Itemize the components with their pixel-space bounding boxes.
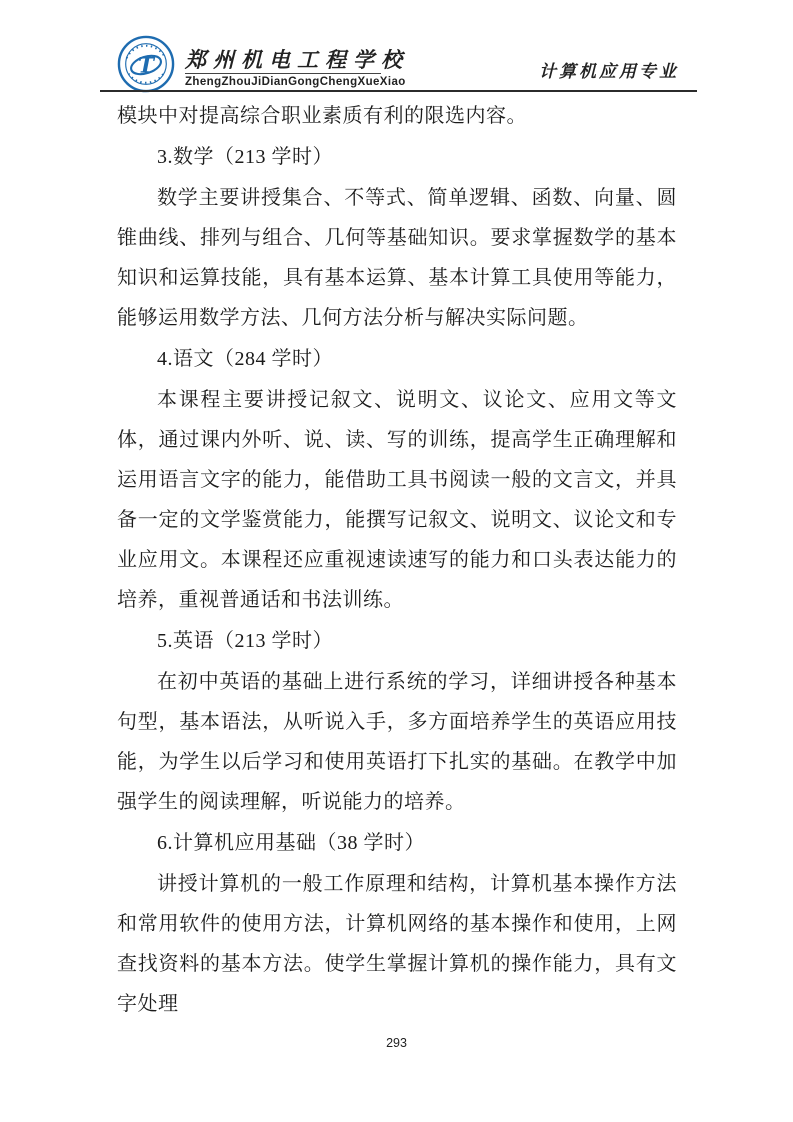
page-number: 293 — [386, 1036, 407, 1050]
paragraph: 模块中对提高综合职业素质有利的限选内容。 — [117, 105, 527, 127]
course-heading: 4.语文（284 学时） — [157, 348, 333, 370]
page-header — [100, 30, 697, 92]
header-divider — [100, 90, 697, 92]
school-emblem-icon — [117, 35, 175, 93]
paragraph: 在初中英语的基础上进行系统的学习，详细讲授各种基本句型，基本语法，从听说入手，多方面培养学生的英语应用技能，为学生以后学习和使用英语打下扎实的基础。在教学中加强学生的阅读理解，听说能力的培养。 — [117, 671, 677, 813]
paragraph: 讲授计算机的一般工作原理和结构，计算机基本操作方法和常用软件的使用方法，计算机网络的基本操作和使用，上网查找资料的基本方法。使学生掌握计算机的操作能力，具有文字处理 — [117, 873, 677, 1015]
course-heading: 5.英语（213 学时） — [157, 630, 333, 652]
paragraph: 本课程主要讲授记叙文、说明文、议论文、应用文等文体，通过课内外听、说、读、写的训练，提高学生正确理解和运用语言文字的能力，能借助工具书阅读一般的文言文，并具备一定的文学鉴赏能力，能撰写记叙文、说明文、议论文和专业应用文。本课程还应重视速读速写的能力和口头表达能力的培养，重视普通话和书法训练。 — [117, 389, 677, 611]
document-body — [117, 96, 677, 1025]
major-label: 计算机应用专业 — [539, 62, 679, 82]
paragraph: 数学主要讲授集合、不等式、简单逻辑、函数、向量、圆锥曲线、排列与组合、几何等基础知识。要求掌握数学的基本知识和运算技能，具有基本运算、基本计算工具使用等能力，能够运用数学方法、几何方法分析与解决实际问题。 — [117, 187, 677, 329]
school-name-chinese: 郑州机电工程学校 — [185, 47, 409, 72]
course-heading: 3.数学（213 学时） — [157, 146, 333, 168]
page-footer — [0, 1036, 793, 1050]
svg-text:T: T — [138, 53, 154, 79]
school-name-pinyin: ZhengZhouJiDianGongChengXueXiao — [185, 76, 406, 88]
school-name-underline — [185, 73, 381, 74]
school-emblem-svg — [117, 35, 175, 93]
course-heading: 6.计算机应用基础（38 学时） — [157, 832, 425, 854]
